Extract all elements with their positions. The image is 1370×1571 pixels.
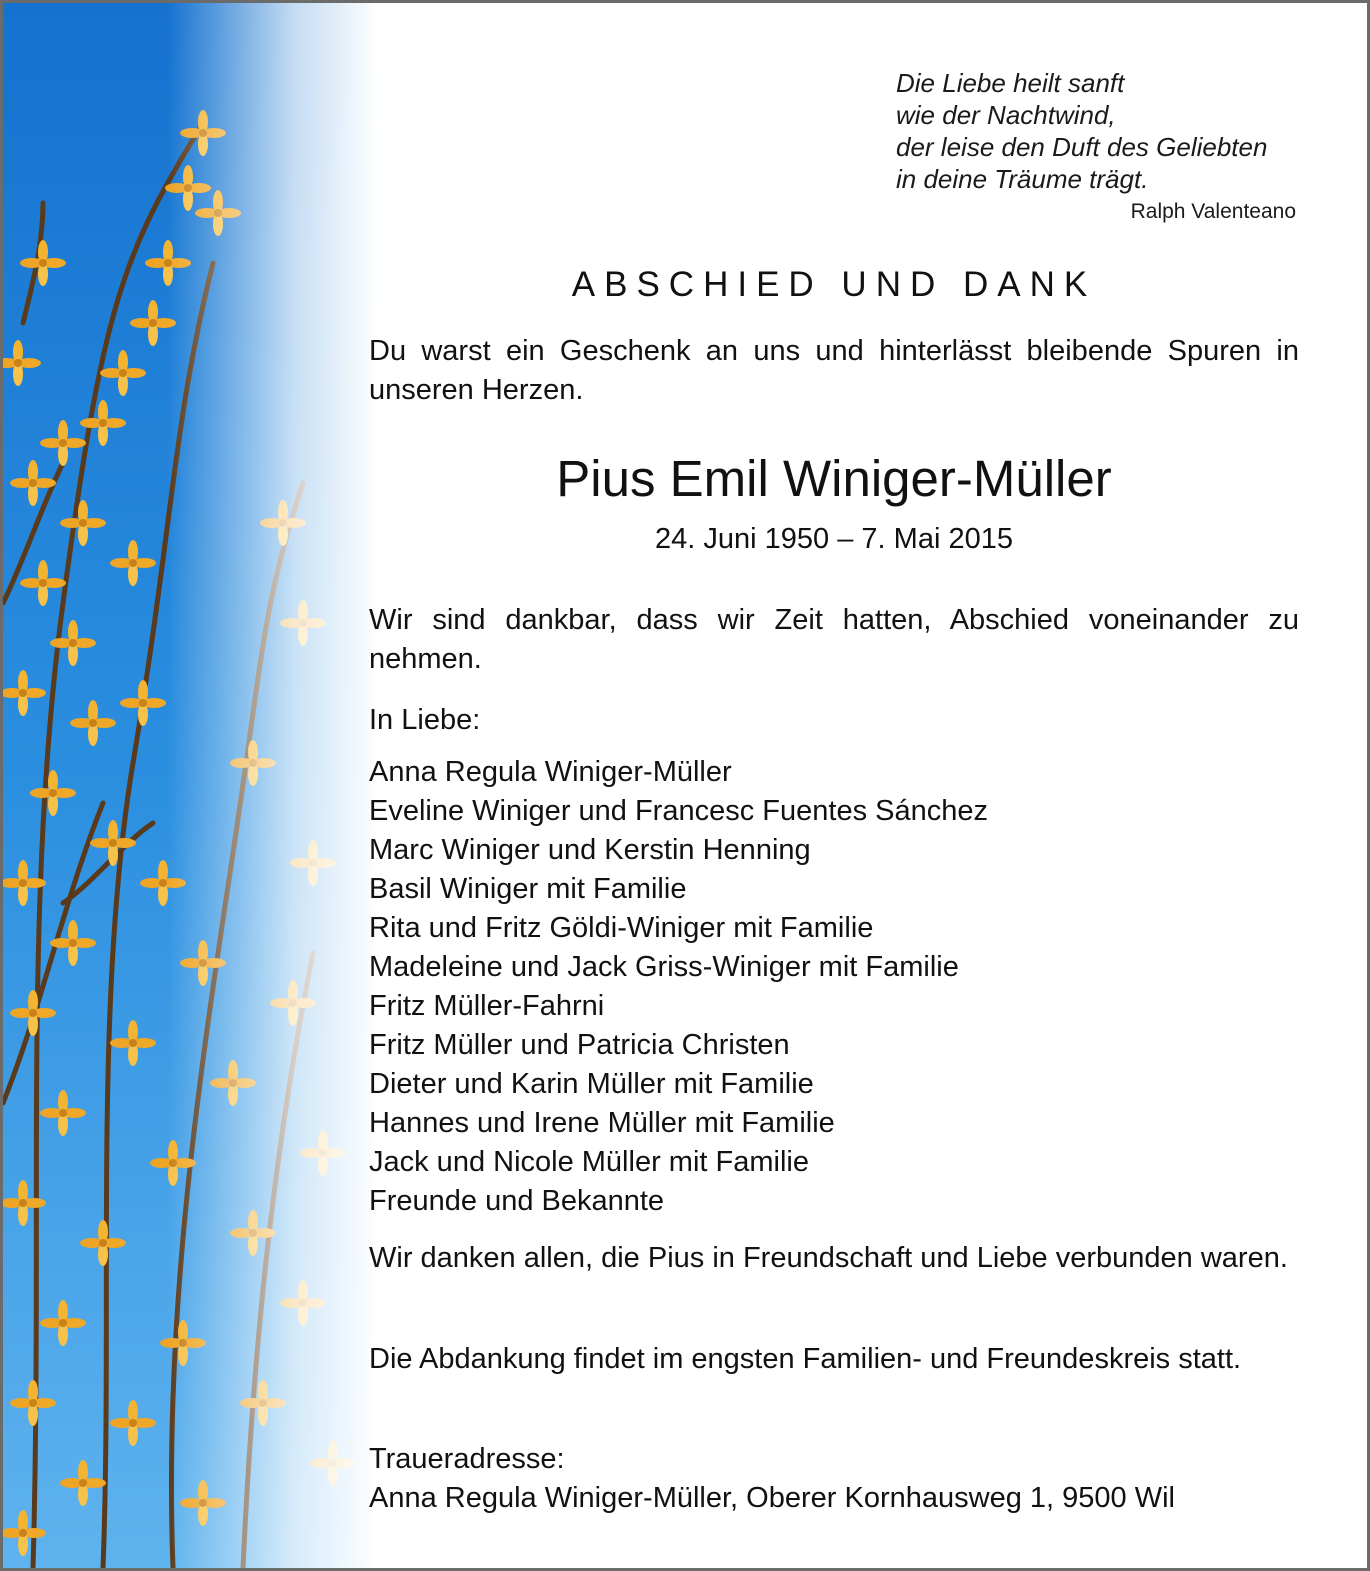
mourner-item: Madeleine und Jack Griss-Winiger mit Familie bbox=[369, 951, 959, 983]
mourner-item: Basil Winiger mit Familie bbox=[369, 873, 687, 905]
mourners-list bbox=[369, 753, 1299, 1221]
life-dates: 24. Juni 1950 – 7. Mai 2015 bbox=[655, 523, 1013, 555]
intro-text: Du warst ein Geschenk an uns und hinterlässt bleibende Spuren in unseren Herzen. bbox=[369, 335, 1299, 406]
mourner-item: Anna Regula Winiger-Müller bbox=[369, 756, 732, 788]
mourner-item: Marc Winiger und Kerstin Henning bbox=[369, 834, 811, 866]
gratitude-text: Wir sind dankbar, dass wir Zeit hatten, Abschied voneinander zu nehmen. bbox=[369, 604, 1299, 675]
poem-quote bbox=[896, 67, 1296, 227]
mourner-item: Freunde und Bekannte bbox=[369, 1185, 665, 1217]
ceremony-text: Die Abdankung findet im engsten Familien- und Freundeskreis statt. bbox=[369, 1343, 1242, 1375]
mourner-item: Eveline Winiger und Francesc Fuentes Sánchez bbox=[369, 795, 988, 827]
mourner-item: Fritz Müller-Fahrni bbox=[369, 990, 605, 1022]
poem-line: wie der Nachtwind, bbox=[896, 100, 1116, 130]
deceased-name: Pius Emil Winiger-Müller bbox=[556, 450, 1112, 507]
poem-line: der leise den Duft des Geliebten bbox=[896, 132, 1268, 162]
mourner-item: Jack und Nicole Müller mit Familie bbox=[369, 1146, 809, 1178]
mourners-label: In Liebe: bbox=[369, 704, 481, 736]
mourner-item: Fritz Müller und Patricia Christen bbox=[369, 1029, 790, 1061]
address-value: Anna Regula Winiger-Müller, Oberer Kornhausweg 1, 9500 Wil bbox=[369, 1482, 1175, 1514]
poem-line: in deine Träume trägt. bbox=[896, 164, 1149, 194]
thanks-text: Wir danken allen, die Pius in Freundschaft und Liebe verbunden waren. bbox=[369, 1242, 1288, 1274]
address-label: Traueradresse: bbox=[369, 1443, 565, 1475]
heading: ABSCHIED UND DANK bbox=[571, 265, 1097, 304]
mourner-item: Dieter und Karin Müller mit Familie bbox=[369, 1068, 814, 1100]
address-block bbox=[369, 1440, 1299, 1518]
mourner-item: Rita und Fritz Göldi-Winiger mit Familie bbox=[369, 912, 874, 944]
mourner-item: Hannes und Irene Müller mit Familie bbox=[369, 1107, 835, 1139]
poem-line: Die Liebe heilt sanft bbox=[896, 68, 1125, 98]
poem-author: Ralph Valenteano bbox=[1130, 200, 1296, 223]
